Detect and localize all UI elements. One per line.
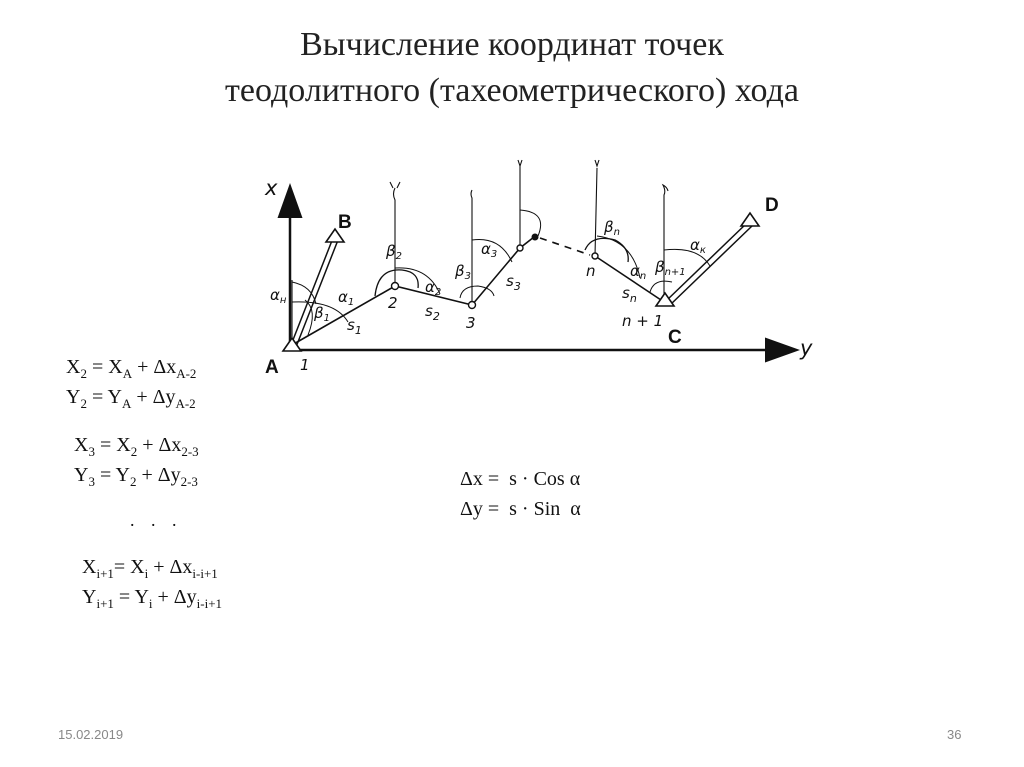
beta-1-label: $\beta_1$ (314, 304, 330, 324)
beta-2-label: $\beta_2$ (386, 242, 402, 262)
point-b-label: B (338, 212, 352, 233)
side-sn-label: $s_n$ (622, 284, 637, 305)
triangle-d-marker (741, 213, 759, 226)
alpha-3-label: $\alpha_3$ (481, 240, 498, 260)
traverse-gap (540, 238, 590, 255)
formula-x3: $X_3 = X_2 + \Delta x_{2-3}$ (74, 434, 199, 459)
footer-date: 15.02.2019 (58, 727, 124, 742)
vertex-n-marker (592, 253, 598, 259)
beta-3-label: $\beta_3$ (455, 262, 471, 282)
vertex-3-marker (469, 302, 476, 309)
formula-dx: Δx = s · Cos α (460, 468, 581, 490)
y-axis-label: y (800, 336, 813, 360)
formula-y2: $Y_2 = Y_A + \Delta y_{A-2}$ (66, 386, 196, 411)
ellipsis: . . . (130, 510, 183, 530)
arc-top (520, 210, 541, 236)
arc-beta-n (585, 238, 628, 262)
point-c-label: C (668, 327, 682, 348)
vertex-2-marker (392, 283, 399, 290)
traverse-line (292, 237, 534, 345)
side-s1-label: $s_1$ (347, 316, 362, 337)
arc-alpha-h (292, 282, 316, 304)
line-a-b (291, 238, 333, 345)
meridian-4 (518, 160, 522, 248)
alpha-k-label: $\alpha_к$ (690, 236, 706, 256)
point-d-label: D (765, 195, 779, 216)
vertex-2-label: 2 (388, 294, 398, 312)
vertex-n1-label: n + 1 (622, 312, 664, 330)
point-a-label: A (265, 357, 279, 378)
meridian-n1 (663, 185, 668, 302)
arc-beta-n1 (650, 281, 672, 292)
meridian-n (595, 160, 599, 256)
title-line-1: Вычисление координат точек (300, 26, 724, 63)
alpha-1-label: $\alpha_1$ (338, 288, 355, 308)
vertex-n-label: n (586, 262, 596, 280)
meridian-3 (471, 190, 472, 305)
formula-yi: $Y_{i+1} = Y_i + \Delta y_{i-i+1}$ (82, 586, 223, 611)
side-s2-label: $s_2$ (425, 302, 440, 323)
formula-x2: $X_2 = X_A + \Delta x_{A-2}$ (66, 356, 197, 381)
alpha-h-label: $\alpha_н$ (270, 286, 287, 306)
formula-xi: $X_{i+1}= X_i + \Delta x_{i-i+1}$ (82, 556, 218, 581)
vertex-5-marker (532, 234, 539, 241)
beta-n-label: $\beta_n$ (604, 218, 620, 238)
formula-dy: Δy = s · Sin α (460, 498, 581, 520)
vertex-1-label: 1 (300, 356, 310, 374)
arc-beta-3 (460, 286, 494, 298)
formula-y3: $Y_3 = Y_2 + \Delta y_{2-3}$ (74, 464, 198, 489)
title-line-2: теодолитного (тахеометрического) хода (225, 72, 799, 109)
beta-n1-label: $\beta_{n+1}$ (655, 258, 686, 278)
vertex-4-marker (517, 245, 523, 251)
alpha-n-label: $\alpha_n$ (630, 262, 647, 282)
x-axis-label: x (265, 176, 278, 200)
footer-page-number: 36 (947, 727, 962, 742)
line-c-d-2 (670, 226, 752, 305)
vertex-3-label: 3 (466, 314, 476, 332)
alpha-2-label: $\alpha_2$ (425, 278, 442, 298)
side-s3-label: $s_3$ (506, 272, 521, 293)
